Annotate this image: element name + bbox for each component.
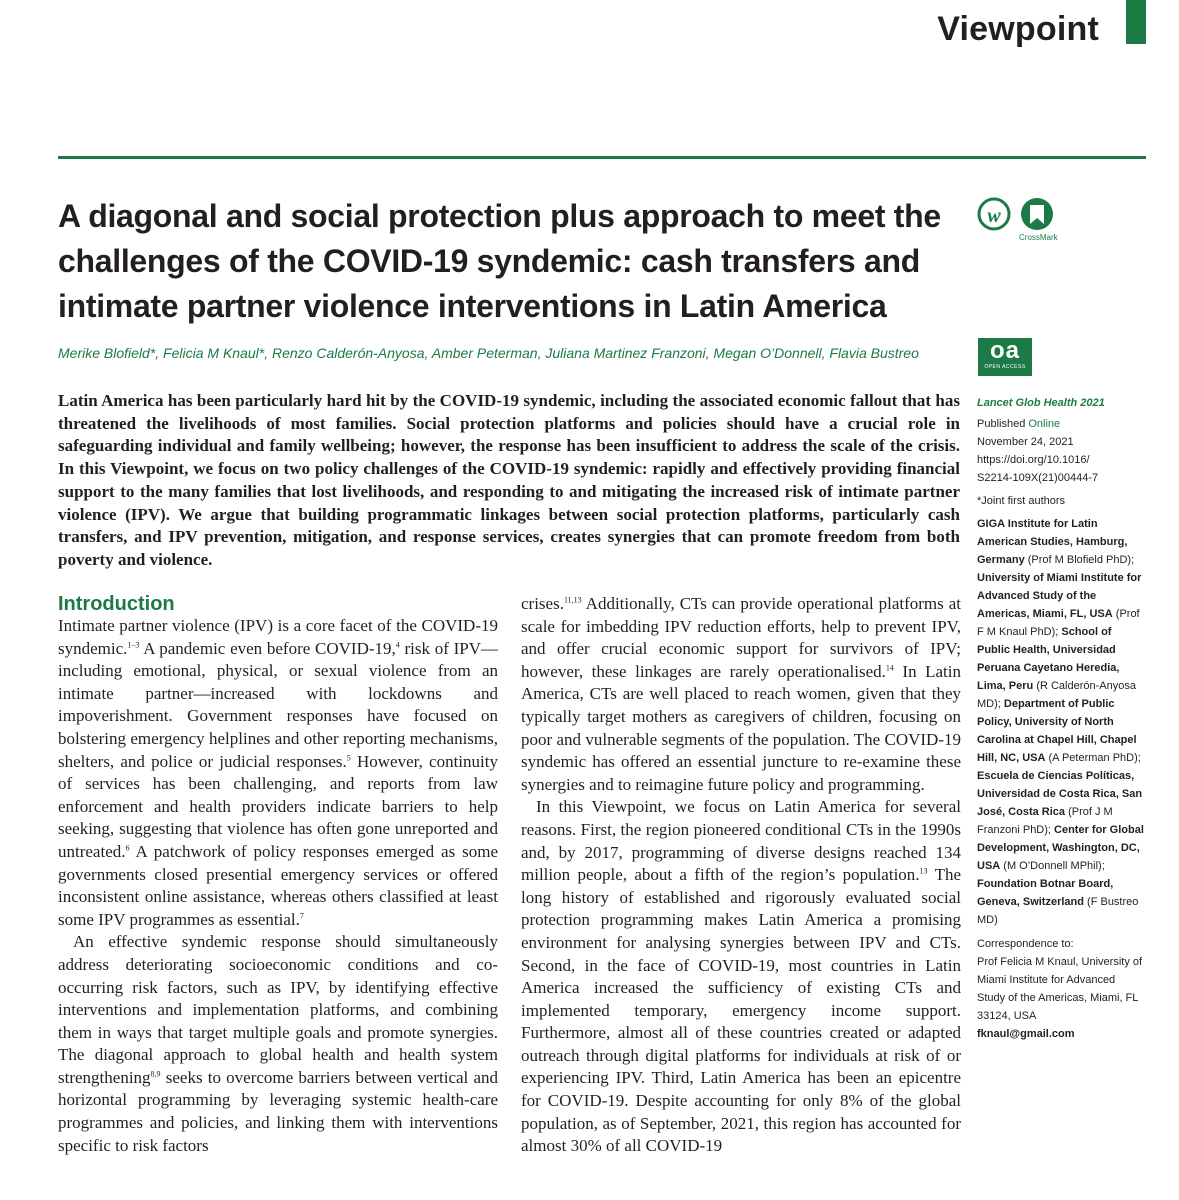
affiliation-institution: University of Miami Institute for Advanced Study of the Americas, Miami, FL, USA — [977, 572, 1142, 620]
affiliations: GIGA Institute for Latin American Studies, Hamburg, Germany (Prof M Blofield PhD); University of Miami Institute for Advanced Study of the Americas, Miami, FL, USA (Prof F M Knaul PhD); School of Public Health, Universidad Peruana Cayetano Heredia, Lima, Peru (R Calderón-Anyosa MD); Department of Public Policy, University of North Carolina at Chapel Hill, Chapel Hill, NC, USA (A Peterman PhD); Escuela de Ciencias Políticas, Universidad de Costa Rica, San José, Costa Rica (Prof J M Franzoni PhD); Center for Global Development, Washington, DC, USA (M O’Donnell MPhil); Foundation Botnar Board, Geneva, Switzerland (F Bustreo MD) — [977, 518, 1144, 926]
citation-ref[interactable]: 13 — [919, 866, 928, 876]
joint-authors-note: *Joint first authors — [977, 495, 1066, 507]
journal-citation: Lancet Glob Health 2021 — [977, 397, 1105, 409]
citation-ref[interactable]: 6 — [125, 843, 130, 853]
citation-ref[interactable]: 11,13 — [563, 595, 582, 605]
body-column-2 — [521, 593, 961, 1158]
oa-sublabel: OPEN ACCESS — [984, 364, 1026, 370]
citation-ref[interactable]: 1–3 — [127, 639, 140, 649]
correspondence-label: Correspondence to: — [977, 938, 1074, 950]
doi-link-cont[interactable]: S2214-109X(21)00444-7 — [977, 472, 1099, 484]
citation-ref[interactable]: 14 — [885, 663, 894, 673]
header-rule — [58, 156, 1146, 159]
abstract: Latin America has been particularly hard hit by the COVID-19 syndemic, including the associated economic fallout that has threatened the livelihoods of most families. Social protection platforms and policies should have a crucial role in safeguarding individual and family wellbeing; however, the response has been insufficient to address the scale of the crisis. In this Viewpoint, we focus on two policy challenges of the COVID-19 syndemic: rapidly and effectively providing financial support to the many families that lost livelihoods, and responding to and mitigating the increased risk of intimate partner violence (IPV). We argue that building programmatic linkages between social protection platforms, particularly cash transfers, and IPV prevention, mitigation, and response services, creates synergies that can promote freedom from both poverty and violence. — [58, 391, 960, 569]
published-online: Online — [1028, 418, 1061, 430]
affiliation-institution: GIGA Institute for Latin American Studies, Hamburg, Germany — [977, 518, 1128, 566]
citation-ref[interactable]: 5 — [346, 752, 351, 762]
paragraph: In this Viewpoint, we focus on Latin America for several reasons. First, the region pioneered conditional CTs in the 1990s and, by 2017, programming of diverse designs reached 134 million people, about a fifth of the region’s population.$^{13}$ The long history of established and rigorously evaluated social protection programming makes Latin America a promising environment for analysing synergies between IPV and CTs. Second, in the face of COVID-19, most countries in Latin America increased the sufficiency of existing CTs and implemented temporary, emergency income support. Furthermore, almost all of these countries created or adapted outreach through digital platforms for individuals at risk of or experiencing IPV. Third, Latin America has been an epicentre for COVID-19. Despite accounting for only 8% of the global population, as of September, 2021, this region has accounted for almost 30% of all COVID-19 — [521, 797, 961, 1156]
affiliation-institution: Department of Public Policy, University of North Carolina at Chapel Hill, Chapel Hill, NC, USA — [977, 698, 1137, 764]
published-prefix: Published — [977, 418, 1029, 430]
article-title: A diagonal and social protection plus approach to meet the challenges of the COVID-19 syndemic: cash transfers and intimate partner violence interventions in Latin America — [58, 198, 941, 324]
open-access-badge — [978, 338, 1032, 376]
crossmark-label: CrossMark — [1019, 233, 1058, 242]
section-label: Viewpoint — [937, 10, 1099, 48]
affiliation-institution: Foundation Botnar Board, Geneva, Switzerland — [977, 878, 1114, 908]
oa-label: oa — [989, 337, 1020, 364]
paragraph: An effective syndemic response should simultaneously address deteriorating socioeconomic conditions and co-occurring risk factors, such as IPV, by identifying effective interventions and implementation platforms, and combining them in ways that target multiple goals and promote synergies. The diagonal approach to global health and health system strengthening$^{8,9}$ seeks to overcome barriers between vertical and horizontal programming by leveraging systemic health-care programmes and policies, and linking them with interventions specific to risk factors — [58, 932, 498, 1155]
body-column-1 — [58, 593, 498, 1157]
sidebar — [977, 394, 1157, 1043]
author-list: Merike Blofield*, Felicia M Knaul*, Renzo Calderón-Anyosa, Amber Peterman, Juliana Martinez Franzoni, Megan O’Donnell, Flavia Bustreo — [58, 345, 919, 361]
publish-date: November 24, 2021 — [977, 436, 1074, 448]
paragraph: Intimate partner violence (IPV) is a core facet of the COVID-19 syndemic.$^{1-3}$ A pandemic even before COVID-19,$^4$ risk of IPV—including emotional, physical, or sexual violence from an intimate partner—increased with lockdowns and impoverishment. Government responses have focused on bolstering emergency helplines and other reporting mechanisms, shelters, and police or judicial responses.$^5$ However, continuity of services has been challenging, and reports from law enforcement and health providers indicate barriers to help seeking, suggesting that violence has often gone unreported and untreated.$^6$ A patchwork of policy responses emerged as some governments closed presential emergency services or offered inconsistent online assistance, whereas others classified at least some IPV programmes as essential.$^7$ — [58, 616, 498, 929]
doi-link[interactable]: https://doi.org/10.1016/ — [977, 454, 1090, 466]
citation-ref[interactable]: 7 — [299, 911, 304, 921]
citation-ref[interactable]: 8,9 — [150, 1069, 161, 1079]
header-accent-bar — [1126, 0, 1146, 44]
affiliation-institution: School of Public Health, Universidad Peruana Cayetano Heredia, Lima, Peru — [977, 626, 1120, 692]
correspondence-body: Prof Felicia M Knaul, University of Miami Institute for Advanced Study of the Americas, Miami, FL 33124, USA — [977, 956, 1143, 1022]
published-line — [977, 415, 1157, 433]
paragraph: crises.$^{11,13}$ Additionally, CTs can provide operational platforms at scale for imbedding IPV reduction efforts, help to prevent IPV, and offer crucial economic support for survivors of IPV; however, these linkages are rarely operationalised.$^{14}$ In Latin America, CTs are well placed to reach women, given that they typically target mothers as caregivers of children, focusing on poor and vulnerable segments of the population. The COVID-19 syndemic has offered an essential juncture to re-examine these synergies and to reimagine future policy and programming. — [521, 594, 961, 794]
badge-group — [977, 196, 1077, 246]
section-heading: Introduction — [58, 593, 175, 615]
svg-text:w: w — [987, 205, 1001, 227]
correspondence-email[interactable]: fknaul@gmail.com — [977, 1028, 1075, 1040]
affiliation-institution: Center for Global Development, Washington, DC, USA — [977, 824, 1144, 872]
affiliation-institution: Escuela de Ciencias Políticas, Universidad de Costa Rica, San José, Costa Rica — [977, 770, 1143, 818]
citation-ref[interactable]: 4 — [395, 639, 400, 649]
